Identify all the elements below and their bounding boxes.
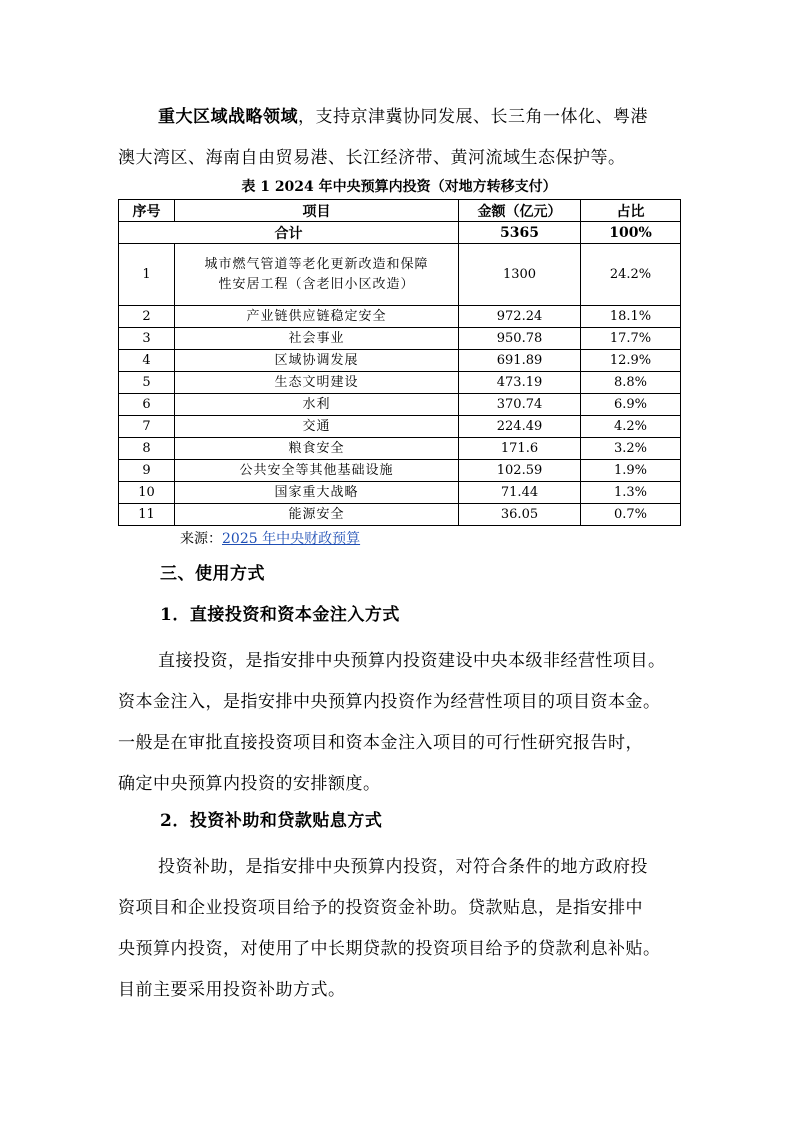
table-header-row: [119, 200, 681, 222]
total-amount: 5365: [459, 222, 581, 244]
row-share: 1.3%: [581, 482, 681, 504]
direct-investment-paragraph: [118, 641, 678, 805]
row-item: [175, 244, 459, 306]
investment-subsidy-paragraph: [118, 847, 678, 1011]
table-caption: 表 1 2024 年中央预算内投资（对地方转移支付）: [241, 179, 557, 195]
row-item: 社会事业: [175, 328, 459, 350]
subsection-heading-investment-subsidy: 2．投资补助和贷款贴息方式: [160, 811, 383, 831]
row-item: 国家重大战略: [175, 482, 459, 504]
paragraph-line: 目前主要采用投资补助方式。: [118, 980, 346, 1000]
header-amount: 金额（亿元）: [459, 200, 581, 222]
row-share: 6.9%: [581, 394, 681, 416]
total-label: 合计: [119, 222, 459, 244]
row-share: 4.2%: [581, 416, 681, 438]
row-share: 18.1%: [581, 306, 681, 328]
row-no: 9: [119, 460, 175, 482]
section-heading-usage: 三、使用方式: [160, 564, 265, 584]
intro-line-1-text: ，支持京津冀协同发展、长三角一体化、粤港: [298, 107, 648, 127]
row-amount: 224.49: [459, 416, 581, 438]
paragraph-line: 央预算内投资，对使用了中长期贷款的投资项目给予的贷款利息补贴。: [118, 939, 661, 959]
paragraph-line: 资本金注入，是指安排中央预算内投资作为经营性项目的项目资本金。: [118, 692, 661, 712]
intro-bold-lead: 重大区域战略领域: [158, 107, 298, 127]
row-item: 交通: [175, 416, 459, 438]
table-row: [119, 394, 681, 416]
row-amount: 972.24: [459, 306, 581, 328]
row-share: 1.9%: [581, 460, 681, 482]
row-amount: 473.19: [459, 372, 581, 394]
row-amount: 102.59: [459, 460, 581, 482]
intro-line-1: [118, 97, 678, 138]
row-amount: 950.78: [459, 328, 581, 350]
row-item: 生态文明建设: [175, 372, 459, 394]
row-amount: 691.89: [459, 350, 581, 372]
paragraph-line: 确定中央预算内投资的安排额度。: [118, 774, 381, 794]
row-item: 产业链供应链稳定安全: [175, 306, 459, 328]
intro-line-2: 澳大湾区、海南自由贸易港、长江经济带、黄河流域生态保护等。: [118, 148, 626, 168]
row-share: 0.7%: [581, 504, 681, 526]
table-source: [180, 529, 360, 549]
row-item: 公共安全等其他基础设施: [175, 460, 459, 482]
row-amount: 1300: [459, 244, 581, 306]
row-no: 1: [119, 244, 175, 306]
header-item: 项目: [175, 200, 459, 222]
row-item: 粮食安全: [175, 438, 459, 460]
row-share: 24.2%: [581, 244, 681, 306]
row-no: 11: [119, 504, 175, 526]
row-amount: 370.74: [459, 394, 581, 416]
row-item: 能源安全: [175, 504, 459, 526]
row-amount: 171.6: [459, 438, 581, 460]
paragraph-line: 一般是在审批直接投资项目和资本金注入项目的可行性研究报告时，: [118, 733, 643, 753]
row-no: 3: [119, 328, 175, 350]
subsection-heading-direct-investment: 1．直接投资和资本金注入方式: [160, 605, 400, 625]
table-total-row: [119, 222, 681, 244]
table-row: [119, 328, 681, 350]
header-no: 序号: [119, 200, 175, 222]
row-no: 6: [119, 394, 175, 416]
row-share: 8.8%: [581, 372, 681, 394]
table-row: [119, 350, 681, 372]
table-row: [119, 372, 681, 394]
row-no: 8: [119, 438, 175, 460]
intro-paragraph: [118, 97, 678, 179]
row-no: 7: [119, 416, 175, 438]
table-row: [119, 306, 681, 328]
paragraph-line: 资项目和企业投资项目给予的投资资金补助。贷款贴息，是指安排中: [118, 898, 643, 918]
row-no: 2: [119, 306, 175, 328]
row-amount: 36.05: [459, 504, 581, 526]
table-row: [119, 416, 681, 438]
row-share: 12.9%: [581, 350, 681, 372]
paragraph-line: 投资补助，是指安排中央预算内投资，对符合条件的地方政府投: [158, 857, 648, 877]
row-share: 3.2%: [581, 438, 681, 460]
table-row: [119, 244, 681, 306]
table-row: [119, 438, 681, 460]
row-amount: 71.44: [459, 482, 581, 504]
row-share: 17.7%: [581, 328, 681, 350]
row-no: 10: [119, 482, 175, 504]
source-label: 来源：: [180, 531, 222, 547]
row-item: 区域协调发展: [175, 350, 459, 372]
row-item-line-2: 性安居工程（含老旧小区改造）: [218, 276, 415, 292]
row-no: 4: [119, 350, 175, 372]
row-item-line-1: 城市燃气管道等老化更新改造和保障: [204, 256, 429, 272]
source-link[interactable]: 2025 年中央财政预算: [222, 531, 361, 547]
table-row: [119, 460, 681, 482]
budget-table: [118, 199, 681, 526]
table-row: [119, 482, 681, 504]
table-row: [119, 504, 681, 526]
total-share: 100%: [581, 222, 681, 244]
row-no: 5: [119, 372, 175, 394]
paragraph-line: 直接投资，是指安排中央预算内投资建设中央本级非经营性项目。: [158, 651, 666, 671]
header-share: 占比: [581, 200, 681, 222]
row-item: 水利: [175, 394, 459, 416]
